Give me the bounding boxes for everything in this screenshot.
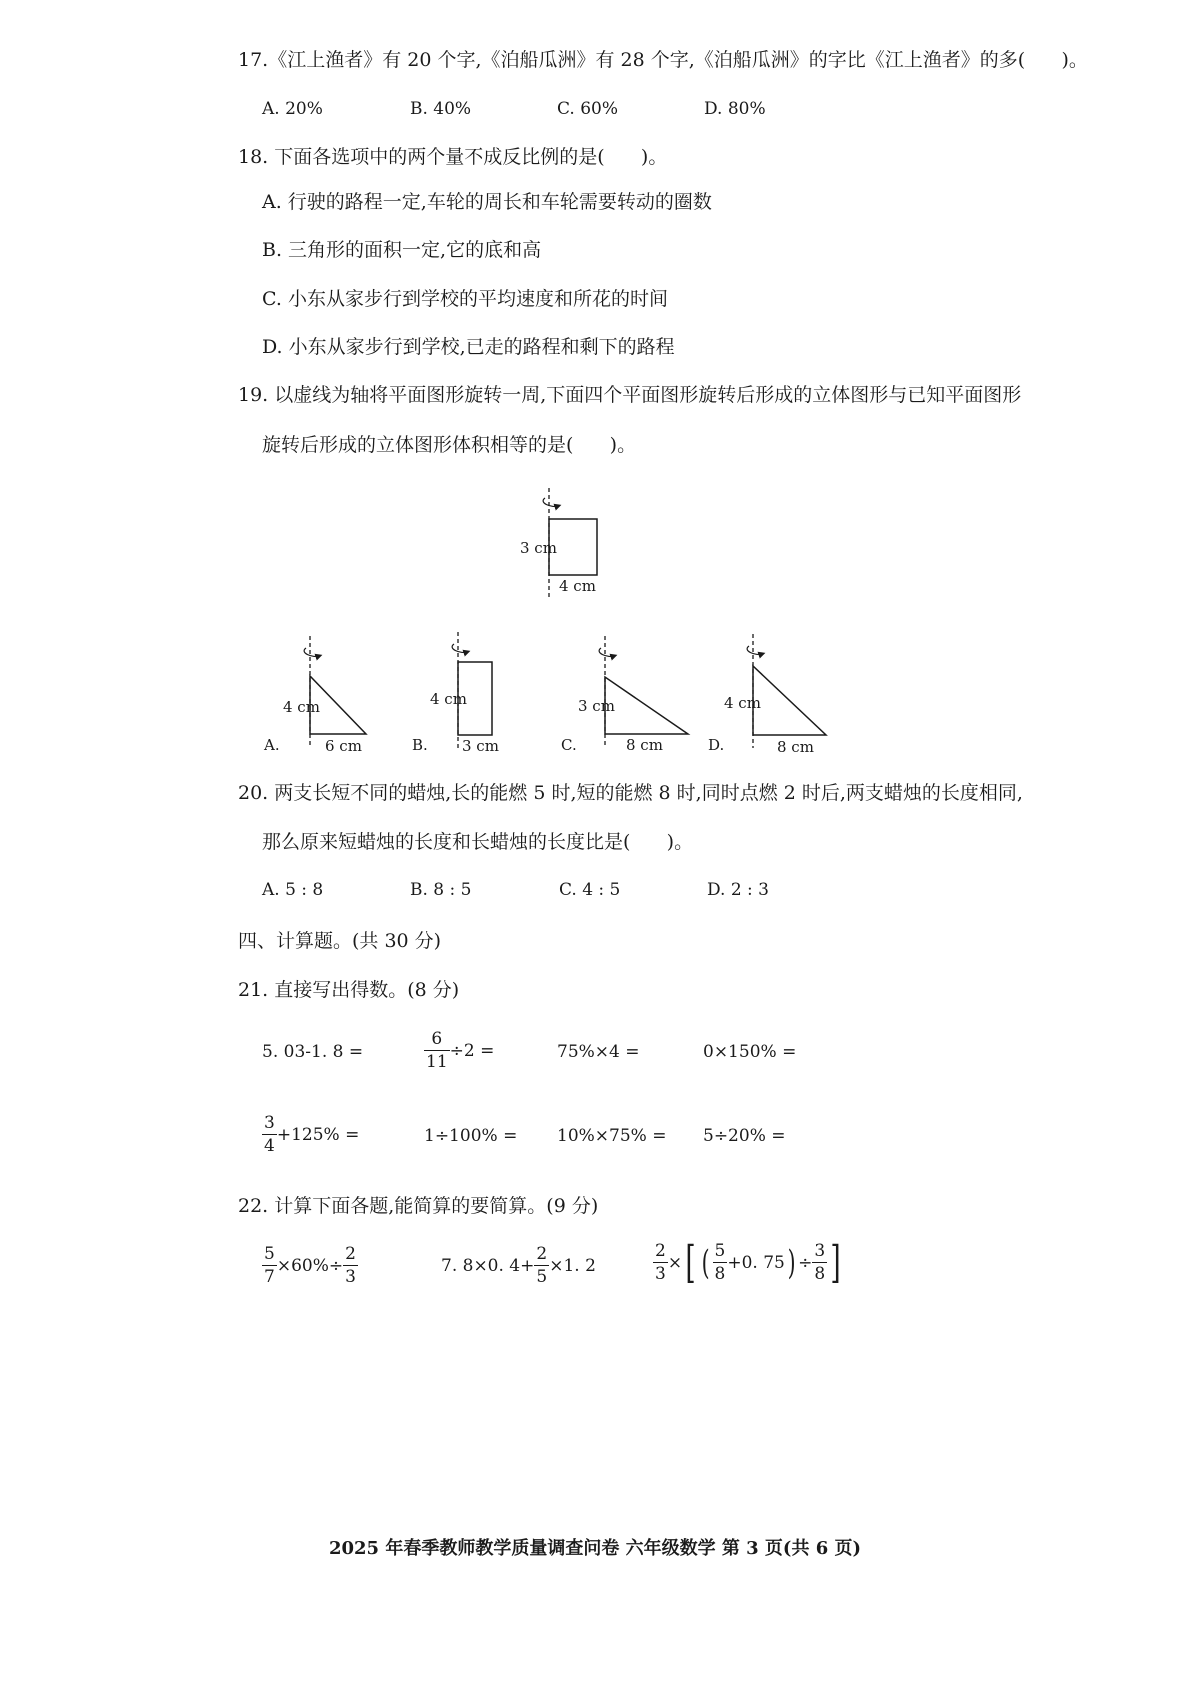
numerator: 6 xyxy=(431,1029,443,1049)
q21-stem: 21. 直接写出得数。(8 分) xyxy=(238,979,460,1001)
q22-expr-b-post: ×1. 2 xyxy=(549,1255,596,1276)
q19-stem-line2: 旋转后形成的立体图形体积相等的是( )。 xyxy=(262,434,637,456)
q21-expr-5-rest: +125% = xyxy=(276,1124,360,1145)
fraction xyxy=(262,1112,277,1157)
rotation-arrow-icon xyxy=(747,646,762,654)
q22-stem: 22. 计算下面各题,能简算的要简算。(9 分) xyxy=(238,1195,599,1217)
q20-option-c: C. 4 : 5 xyxy=(559,880,621,900)
numerator: 2 xyxy=(536,1244,548,1264)
figure-c-height: 3 cm xyxy=(578,697,615,715)
figure-d-width: 8 cm xyxy=(777,738,814,756)
q17-option-d: D. 80% xyxy=(704,99,766,119)
q22-expr-b xyxy=(441,1243,596,1288)
q21-expr-5 xyxy=(262,1112,359,1157)
times-sign: × xyxy=(667,1252,683,1273)
q18-option-b: B. 三角形的面积一定,它的底和高 xyxy=(262,239,542,261)
q19-stem-line1: 19. 以虚线为轴将平面图形旋转一周,下面四个平面图形旋转后形成的立体图形与已知平面图形 xyxy=(238,384,1022,406)
q17-option-b: B. 40% xyxy=(410,99,472,119)
numerator: 5 xyxy=(264,1244,275,1264)
divide-sign: ÷ xyxy=(798,1252,813,1273)
given-height-label: 3 cm xyxy=(520,539,557,557)
q21-expr-8 xyxy=(703,1126,786,1146)
given-width-label: 4 cm xyxy=(559,577,596,595)
rotation-arrow-icon xyxy=(599,648,614,656)
q21-expr-3-text: 75%×4 = xyxy=(557,1042,640,1062)
denominator: 8 xyxy=(814,1264,826,1284)
q21-expr-4 xyxy=(703,1042,796,1062)
figure-a-height: 4 cm xyxy=(283,698,320,716)
q18-stem: 18. 下面各选项中的两个量不成反比例的是( )。 xyxy=(238,146,668,168)
q21-expr-1 xyxy=(262,1042,363,1062)
q20-option-a: A. 5 : 8 xyxy=(262,880,324,900)
numerator: 2 xyxy=(345,1244,356,1264)
numerator: 3 xyxy=(264,1113,275,1133)
given-rectangle xyxy=(520,488,597,600)
right-paren: ) xyxy=(787,1242,796,1283)
q20-option-d: D. 2 : 3 xyxy=(707,880,769,900)
page-footer: 2025 年春季教师教学质量调查问卷 六年级数学 第 3 页(共 6 页) xyxy=(328,1538,862,1559)
fraction xyxy=(713,1240,728,1285)
rotation-arrow-icon xyxy=(304,648,319,656)
figure-b-width: 3 cm xyxy=(462,737,499,755)
numerator: 2 xyxy=(655,1241,666,1261)
q20-stem-line2: 那么原来短蜡烛的长度和长蜡烛的长度比是( )。 xyxy=(262,831,694,853)
q18-option-d: D. 小东从家步行到学校,已走的路程和剩下的路程 xyxy=(262,336,675,358)
q21-expr-7 xyxy=(557,1126,666,1146)
denominator: 4 xyxy=(264,1136,275,1156)
q17-option-a: A. 20% xyxy=(262,99,323,119)
q21-expr-4-text: 0×150% = xyxy=(703,1042,797,1062)
fraction xyxy=(653,1240,668,1285)
q21-expr-6-text: 1÷100% = xyxy=(424,1126,518,1146)
q22-expr-a-mid: ×60%÷ xyxy=(276,1255,344,1276)
denominator: 7 xyxy=(264,1267,275,1287)
q18-option-a: A. 行驶的路程一定,车轮的周长和车轮需要转动的圈数 xyxy=(262,191,712,213)
denominator: 8 xyxy=(714,1264,726,1284)
q18-option-c: C. 小东从家步行到学校的平均速度和所花的时间 xyxy=(262,288,668,310)
figure-b-letter: B. xyxy=(412,736,428,754)
figure-b-rectangle xyxy=(412,632,499,755)
q22-expr-a xyxy=(262,1243,358,1288)
plus-term: +0. 75 xyxy=(727,1252,785,1273)
q21-expr-3 xyxy=(557,1042,640,1062)
figure-d-letter: D. xyxy=(708,736,725,754)
q22-expr-c xyxy=(653,1236,844,1288)
left-bracket: [ xyxy=(685,1236,696,1288)
figure-d-triangle xyxy=(708,634,826,756)
figure-c-width: 8 cm xyxy=(626,736,663,754)
fraction xyxy=(534,1243,549,1288)
q21-expr-2 xyxy=(424,1028,494,1073)
rotation-arrow-icon xyxy=(452,644,467,652)
q21-expr-7-text: 10%×75% = xyxy=(557,1126,667,1146)
figure-d-height: 4 cm xyxy=(724,694,761,712)
q17-stem: 17.《江上渔者》有 20 个字,《泊船瓜洲》有 28 个字,《泊船瓜洲》的字比《江上渔者》的多( )。 xyxy=(238,49,1088,71)
fraction xyxy=(262,1243,277,1288)
fraction xyxy=(812,1240,827,1285)
q20-option-b: B. 8 : 5 xyxy=(410,880,472,900)
q19-figures xyxy=(0,0,1190,780)
q22-expr-b-pre: 7. 8×0. 4+ xyxy=(441,1255,535,1276)
figure-c-letter: C. xyxy=(561,736,577,754)
figure-b-height: 4 cm xyxy=(430,690,467,708)
denominator: 5 xyxy=(536,1267,548,1287)
denominator: 3 xyxy=(655,1264,666,1284)
numerator: 5 xyxy=(714,1241,726,1261)
denominator: 3 xyxy=(345,1267,356,1287)
fraction xyxy=(424,1028,450,1073)
q21-expr-1-text: 5. 03-1. 8 = xyxy=(262,1042,364,1062)
right-bracket: ] xyxy=(830,1236,841,1288)
rotation-arrow-icon xyxy=(543,498,558,506)
section4-title: 四、计算题。(共 30 分) xyxy=(238,930,442,952)
q21-expr-8-text: 5÷20% = xyxy=(703,1126,786,1146)
figure-a-width: 6 cm xyxy=(325,737,362,755)
q21-expr-6 xyxy=(424,1126,517,1146)
figure-a-triangle xyxy=(263,636,366,755)
numerator: 3 xyxy=(814,1241,826,1261)
figure-c-triangle xyxy=(561,636,688,754)
figure-a-letter: A. xyxy=(264,736,280,754)
q21-expr-2-rest: ÷2 = xyxy=(449,1040,495,1061)
q17-option-c: C. 60% xyxy=(557,99,618,119)
left-paren: ( xyxy=(701,1242,710,1283)
fraction xyxy=(343,1243,358,1288)
q20-stem-line1: 20. 两支长短不同的蜡烛,长的能燃 5 时,短的能燃 8 时,同时点燃 2 时后,两支蜡烛的长度相同, xyxy=(238,782,1023,804)
denominator: 11 xyxy=(426,1052,448,1072)
